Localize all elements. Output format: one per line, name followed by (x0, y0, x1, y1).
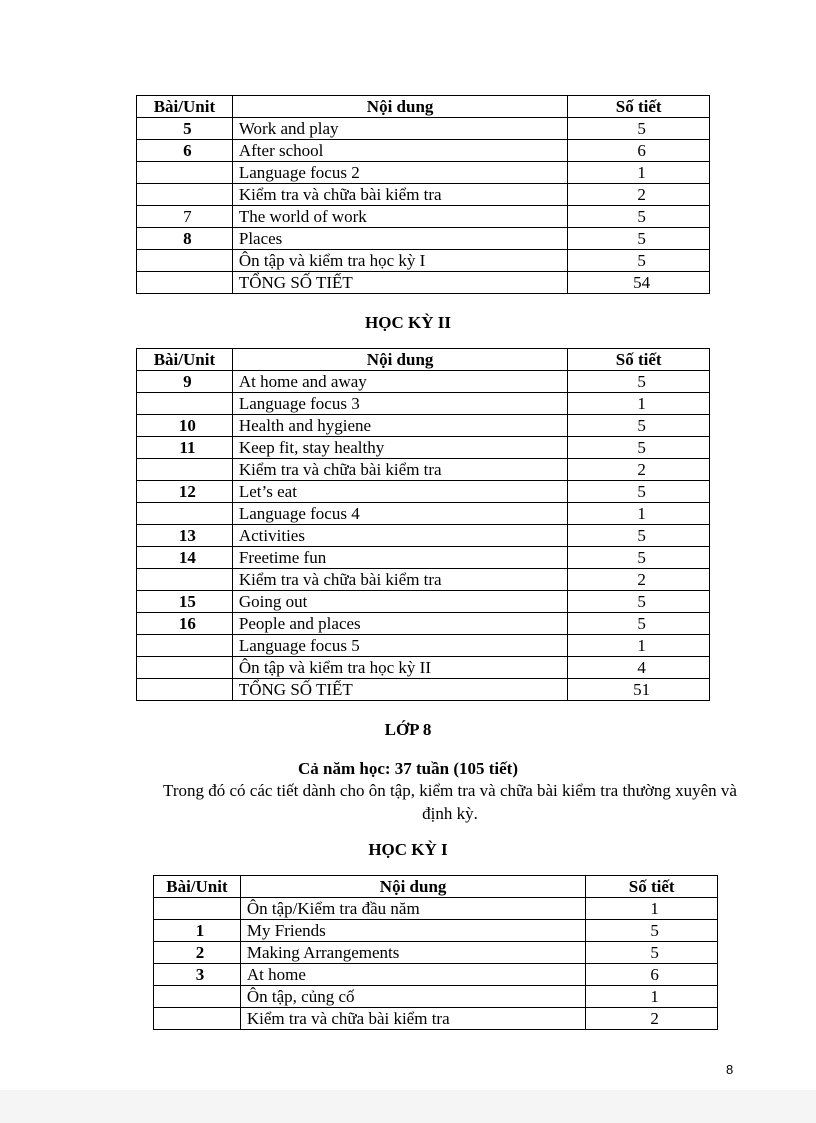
cell-periods: 1 (586, 986, 718, 1008)
table-row (137, 525, 710, 547)
semester2-heading: HỌC KỲ II (365, 313, 451, 332)
cell-content: Activities (232, 525, 568, 547)
cell-content: Ôn tập và kiểm tra học kỳ I (232, 250, 568, 272)
table-row (137, 118, 710, 140)
cell-periods: 1 (586, 898, 718, 920)
cell-unit (137, 459, 233, 481)
cell-periods: 5 (586, 942, 718, 964)
cell-unit: 7 (137, 206, 233, 228)
cell-content: Language focus 5 (232, 635, 568, 657)
cell-unit: 2 (154, 942, 241, 964)
cell-unit: 11 (137, 437, 233, 459)
cell-periods: 1 (568, 393, 710, 415)
cell-content: People and places (232, 613, 568, 635)
table-row (154, 898, 718, 920)
cell-content: Language focus 2 (232, 162, 568, 184)
header-periods: Số tiết (586, 876, 718, 898)
table-row (137, 503, 710, 525)
cell-unit (137, 657, 233, 679)
table-header-row (137, 349, 710, 371)
table-row (137, 679, 710, 701)
table-row (137, 635, 710, 657)
table-row (137, 437, 710, 459)
cell-unit (154, 898, 241, 920)
table-row (137, 393, 710, 415)
header-content: Nội dung (240, 876, 585, 898)
cell-unit (154, 986, 241, 1008)
table-row (137, 140, 710, 162)
cell-unit: 16 (137, 613, 233, 635)
semester1-heading: HỌC KỲ I (368, 840, 448, 859)
cell-periods: 5 (568, 437, 710, 459)
cell-content: TỔNG SỐ TIẾT (232, 679, 568, 701)
year-summary: Cả năm học: 37 tuần (105 tiết) (297, 759, 519, 778)
table-row (154, 942, 718, 964)
cell-periods: 5 (568, 206, 710, 228)
cell-periods: 54 (568, 272, 710, 294)
table-row (137, 657, 710, 679)
table-row (154, 964, 718, 986)
cell-content: Language focus 4 (232, 503, 568, 525)
cell-periods: 5 (568, 250, 710, 272)
cell-content: Kiểm tra và chữa bài kiểm tra (232, 184, 568, 206)
cell-content: The world of work (232, 206, 568, 228)
cell-unit: 1 (154, 920, 241, 942)
cell-periods: 2 (568, 569, 710, 591)
cell-periods: 5 (568, 371, 710, 393)
cell-unit: 5 (137, 118, 233, 140)
cell-content: Going out (232, 591, 568, 613)
cell-content: Ôn tập và kiểm tra học kỳ II (232, 657, 568, 679)
table-row (137, 250, 710, 272)
cell-content: Ôn tập, củng cố (240, 986, 585, 1008)
cell-unit (137, 569, 233, 591)
cell-periods: 2 (568, 459, 710, 481)
table-row (137, 162, 710, 184)
cell-unit (137, 679, 233, 701)
cell-content: After school (232, 140, 568, 162)
table-row (137, 371, 710, 393)
table-row (137, 415, 710, 437)
cell-periods: 5 (586, 920, 718, 942)
description-paragraph: Trong đó có các tiết dành cho ôn tập, kiểm tra và chữa bài kiểm tra thường xuyên và định kỳ. (163, 781, 737, 823)
table-row (137, 591, 710, 613)
cell-unit (137, 635, 233, 657)
table-row (137, 613, 710, 635)
table-row (154, 986, 718, 1008)
cell-unit (137, 184, 233, 206)
schedule-table-grade7-semester1 (136, 95, 710, 294)
table-row (137, 569, 710, 591)
cell-content: Keep fit, stay healthy (232, 437, 568, 459)
table-row (137, 184, 710, 206)
cell-content: Ôn tập/Kiểm tra đầu năm (240, 898, 585, 920)
cell-periods: 1 (568, 162, 710, 184)
cell-unit (137, 250, 233, 272)
cell-periods: 5 (568, 228, 710, 250)
table-row (137, 206, 710, 228)
table-row (154, 1008, 718, 1030)
cell-content: At home (240, 964, 585, 986)
cell-content: Places (232, 228, 568, 250)
table-row (137, 272, 710, 294)
cell-unit: 12 (137, 481, 233, 503)
table-row (137, 459, 710, 481)
schedule-table-grade8-semester1 (153, 875, 718, 1030)
cell-content: Kiểm tra và chữa bài kiểm tra (232, 569, 568, 591)
header-periods: Số tiết (568, 96, 710, 118)
header-periods: Số tiết (568, 349, 710, 371)
cell-content: TỔNG SỐ TIẾT (232, 272, 568, 294)
cell-periods: 2 (586, 1008, 718, 1030)
cell-content: Kiểm tra và chữa bài kiểm tra (240, 1008, 585, 1030)
table-row (137, 228, 710, 250)
cell-content: At home and away (232, 371, 568, 393)
cell-unit (137, 393, 233, 415)
cell-unit: 9 (137, 371, 233, 393)
cell-unit: 15 (137, 591, 233, 613)
page-bottom-band (0, 1090, 816, 1123)
grade-heading: LỚP 8 (384, 720, 432, 739)
cell-unit: 6 (137, 140, 233, 162)
cell-periods: 1 (568, 635, 710, 657)
cell-unit (137, 162, 233, 184)
cell-periods: 5 (568, 547, 710, 569)
header-unit: Bài/Unit (137, 96, 233, 118)
cell-periods: 2 (568, 184, 710, 206)
schedule-table-grade7-semester2 (136, 348, 710, 701)
cell-periods: 5 (568, 118, 710, 140)
cell-periods: 5 (568, 415, 710, 437)
table-header-row (137, 96, 710, 118)
header-unit: Bài/Unit (137, 349, 233, 371)
cell-periods: 6 (586, 964, 718, 986)
cell-periods: 51 (568, 679, 710, 701)
cell-unit (137, 503, 233, 525)
cell-content: Language focus 3 (232, 393, 568, 415)
cell-unit: 8 (137, 228, 233, 250)
cell-periods: 4 (568, 657, 710, 679)
cell-content: Work and play (232, 118, 568, 140)
cell-periods: 5 (568, 481, 710, 503)
table-row (137, 547, 710, 569)
cell-unit: 14 (137, 547, 233, 569)
table-row (154, 920, 718, 942)
cell-unit: 3 (154, 964, 241, 986)
page-number: 8 (726, 1062, 734, 1077)
cell-periods: 5 (568, 591, 710, 613)
header-content: Nội dung (232, 96, 568, 118)
cell-periods: 5 (568, 613, 710, 635)
cell-unit (154, 1008, 241, 1030)
cell-periods: 1 (568, 503, 710, 525)
cell-unit: 13 (137, 525, 233, 547)
cell-content: Freetime fun (232, 547, 568, 569)
cell-content: Let’s eat (232, 481, 568, 503)
cell-unit (137, 272, 233, 294)
header-content: Nội dung (232, 349, 568, 371)
cell-content: My Friends (240, 920, 585, 942)
cell-content: Kiểm tra và chữa bài kiểm tra (232, 459, 568, 481)
header-unit: Bài/Unit (154, 876, 241, 898)
table-header-row (154, 876, 718, 898)
cell-periods: 6 (568, 140, 710, 162)
cell-content: Health and hygiene (232, 415, 568, 437)
table-row (137, 481, 710, 503)
cell-unit: 10 (137, 415, 233, 437)
cell-periods: 5 (568, 525, 710, 547)
cell-content: Making Arrangements (240, 942, 585, 964)
